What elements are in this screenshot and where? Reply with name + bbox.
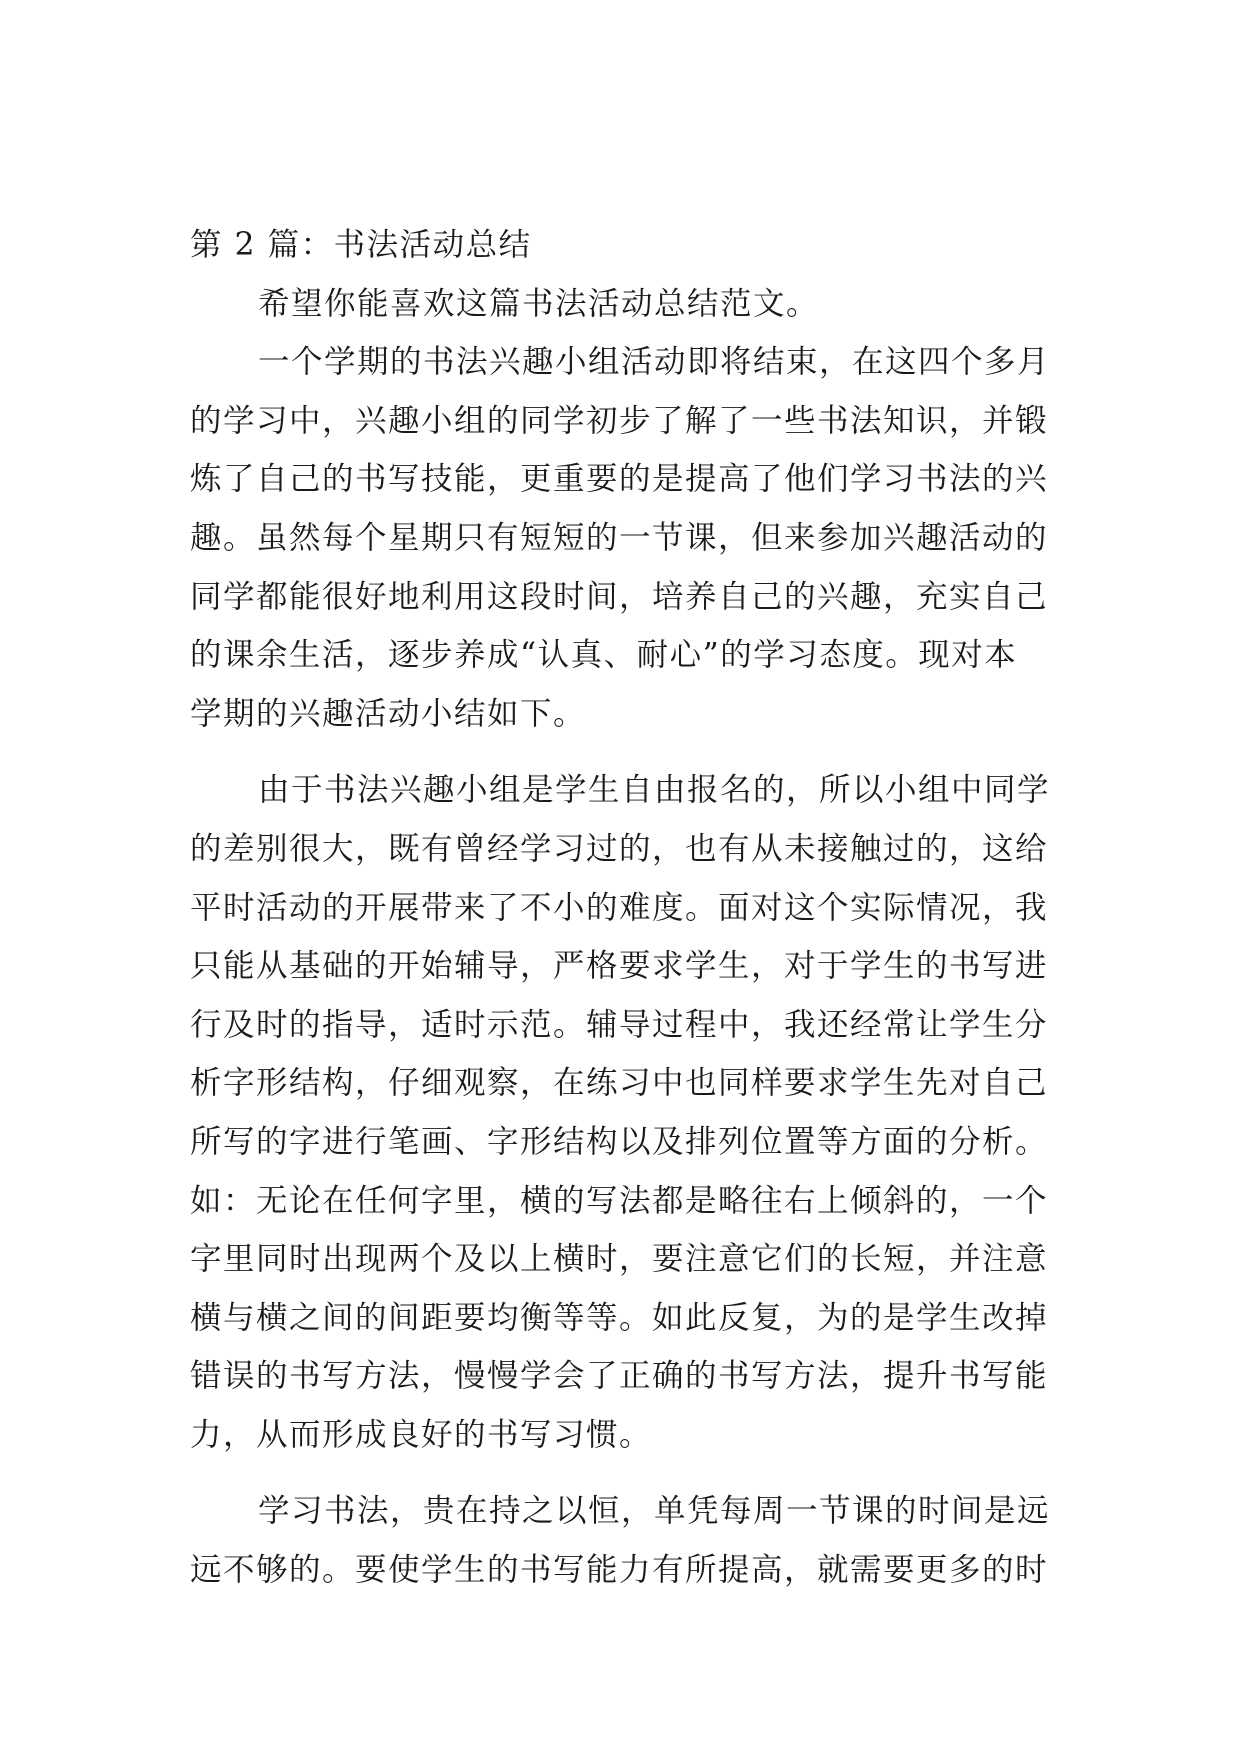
- document-body: [190, 216, 1070, 1600]
- text-line: 行及时的指导，适时示范。辅导过程中，我还经常让学生分: [190, 1006, 1049, 1043]
- text-line: 如：无论在任何字里，横的写法都是略往右上倾斜的，一个: [190, 1182, 1049, 1219]
- text-line: 平时活动的开展带来了不小的难度。面对这个实际情况，我: [190, 889, 1049, 926]
- text-line: 学期的兴趣活动小结如下。: [190, 695, 587, 732]
- text-line: 炼了自己的书写技能，更重要的是提高了他们学习书法的兴: [190, 461, 1049, 498]
- text-line: 远不够的。要使学生的书写能力有所提高，就需要更多的时: [190, 1552, 1049, 1589]
- text-line: 只能从基础的开始辅导，严格要求学生，对于学生的书写进: [190, 948, 1049, 985]
- text-line: 所写的字进行笔画、字形结构以及排列位置等方面的分析。: [190, 1123, 1049, 1160]
- text-line: 的课余生活，逐步养成“认真、耐心”的学习态度。现对本: [190, 637, 1018, 674]
- text-line: 的学习中，兴趣小组的同学初步了解了一些书法知识，并锻: [190, 402, 1049, 439]
- text-line: 的差别很大，既有曾经学习过的，也有从未接触过的，这给: [190, 830, 1049, 867]
- text-line: 力，从而形成良好的书写习惯。: [190, 1416, 653, 1453]
- text-line: 趣。虽然每个星期只有短短的一节课，但来参加兴趣活动的: [190, 519, 1049, 556]
- text-line: 一个学期的书法兴趣小组活动即将结束，在这四个多月: [258, 344, 1051, 381]
- text-line: 横与横之间的间距要均衡等等。如此反复，为的是学生改掉: [190, 1299, 1049, 1336]
- document-heading: 第 2 篇：书法活动总结: [190, 227, 532, 263]
- text-line: 希望你能喜欢这篇书法活动总结范文。: [258, 285, 820, 322]
- text-line: 错误的书写方法，慢慢学会了正确的书写方法，提升书写能: [190, 1358, 1049, 1395]
- text-line: 学习书法，贵在持之以恒，单凭每周一节课的时间是远: [258, 1493, 1051, 1530]
- text-line: 同学都能很好地利用这段时间，培养自己的兴趣，充实自己: [190, 578, 1049, 615]
- text-line: 字里同时出现两个及以上横时，要注意它们的长短，并注意: [190, 1241, 1049, 1278]
- text-line: 由于书法兴趣小组是学生自由报名的，所以小组中同学: [258, 772, 1051, 809]
- text-line: 析字形结构，仔细观察，在练习中也同样要求学生先对自己: [190, 1065, 1049, 1102]
